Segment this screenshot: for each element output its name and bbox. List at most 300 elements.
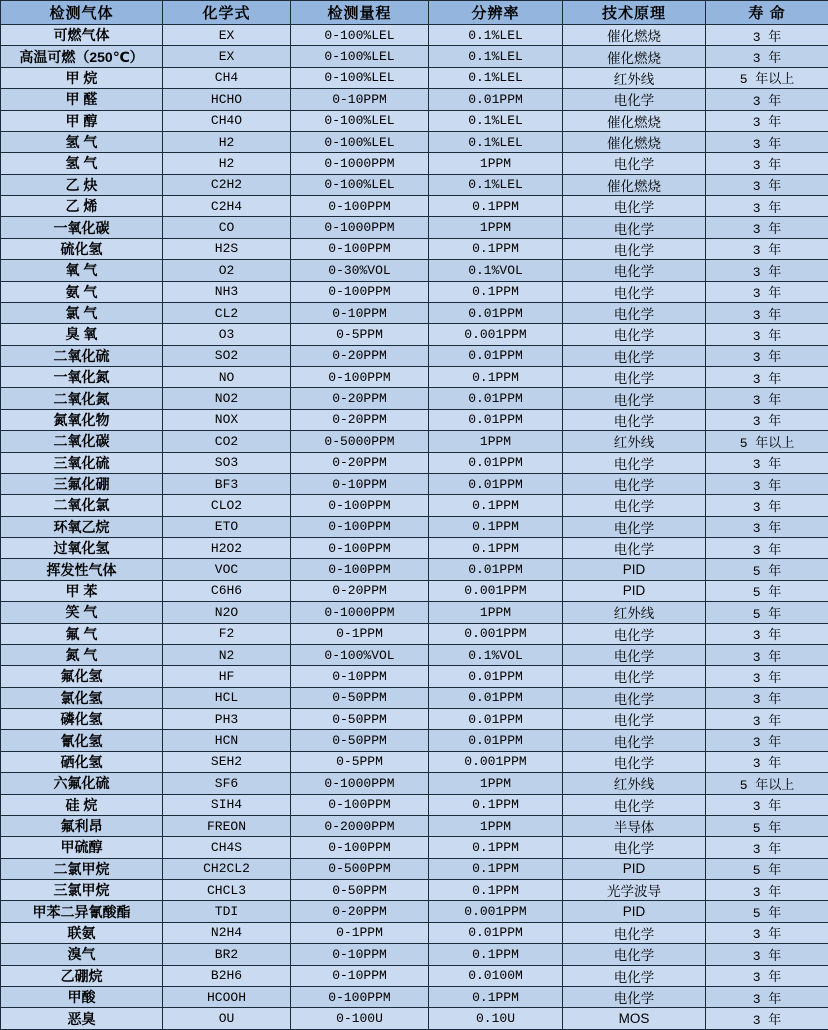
range-cell: 0-30%VOL [291, 260, 429, 281]
principle-cell: 电化学 [563, 922, 706, 943]
gas-name-cell: 可燃气体 [1, 25, 163, 46]
resolution-cell: 0.001PPM [429, 751, 563, 772]
table-row [1, 431, 828, 452]
table-row [1, 345, 828, 366]
principle-cell: 电化学 [563, 495, 706, 516]
resolution-cell: 0.1PPM [429, 858, 563, 879]
table-row [1, 131, 828, 152]
formula-cell: C2H2 [163, 174, 291, 195]
gas-name-cell: 六氟化硫 [1, 773, 163, 794]
lifespan-cell: 3 年 [706, 986, 828, 1007]
table-row [1, 302, 828, 323]
gas-name-cell: 联氨 [1, 922, 163, 943]
principle-cell: 电化学 [563, 196, 706, 217]
table-row [1, 602, 828, 623]
table-row [1, 730, 828, 751]
table-row [1, 965, 828, 986]
range-cell: 0-10PPM [291, 965, 429, 986]
table-row [1, 986, 828, 1007]
gas-name-cell: 乙硼烷 [1, 965, 163, 986]
resolution-cell: 0.01PPM [429, 687, 563, 708]
header-row [1, 1, 828, 25]
principle-cell: 电化学 [563, 302, 706, 323]
range-cell: 0-20PPM [291, 452, 429, 473]
formula-cell: CLO2 [163, 495, 291, 516]
lifespan-cell: 3 年 [706, 538, 828, 559]
table-row [1, 67, 828, 88]
gas-name-cell: 恶臭 [1, 1008, 163, 1030]
formula-cell: NO [163, 367, 291, 388]
resolution-cell: 0.01PPM [429, 730, 563, 751]
range-cell: 0-20PPM [291, 901, 429, 922]
formula-cell: HCL [163, 687, 291, 708]
resolution-cell: 0.001PPM [429, 901, 563, 922]
gas-name-cell: 氰化氢 [1, 730, 163, 751]
range-cell: 0-100PPM [291, 238, 429, 259]
lifespan-cell: 3 年 [706, 302, 828, 323]
formula-cell: O3 [163, 324, 291, 345]
principle-cell: 电化学 [563, 986, 706, 1007]
gas-name-cell: 氮氧化物 [1, 409, 163, 430]
table-row [1, 880, 828, 901]
lifespan-cell: 3 年 [706, 623, 828, 644]
lifespan-cell: 3 年 [706, 89, 828, 110]
table-row [1, 858, 828, 879]
gas-name-cell: 氟利昂 [1, 815, 163, 836]
table-row [1, 388, 828, 409]
formula-cell: CH4 [163, 67, 291, 88]
formula-cell: C6H6 [163, 580, 291, 601]
lifespan-cell: 5 年以上 [706, 431, 828, 452]
range-cell: 0-10PPM [291, 944, 429, 965]
table-row [1, 773, 828, 794]
gas-name-cell: 氢 气 [1, 153, 163, 174]
principle-cell: PID [563, 901, 706, 922]
formula-cell: CH2CL2 [163, 858, 291, 879]
resolution-cell: 0.01PPM [429, 452, 563, 473]
range-cell: 0-20PPM [291, 580, 429, 601]
resolution-cell: 0.1PPM [429, 281, 563, 302]
table-row [1, 687, 828, 708]
principle-cell: 电化学 [563, 452, 706, 473]
principle-cell: 电化学 [563, 687, 706, 708]
principle-cell: 催化燃烧 [563, 110, 706, 131]
range-cell: 0-1PPM [291, 623, 429, 644]
table-row [1, 367, 828, 388]
lifespan-cell: 5 年 [706, 858, 828, 879]
principle-cell: 电化学 [563, 666, 706, 687]
lifespan-cell: 3 年 [706, 751, 828, 772]
table-row [1, 538, 828, 559]
lifespan-cell: 3 年 [706, 388, 828, 409]
principle-cell: 电化学 [563, 388, 706, 409]
resolution-cell: 1PPM [429, 602, 563, 623]
principle-cell: 电化学 [563, 217, 706, 238]
lifespan-cell: 3 年 [706, 452, 828, 473]
range-cell: 0-10PPM [291, 473, 429, 494]
resolution-cell: 0.01PPM [429, 709, 563, 730]
table-row [1, 281, 828, 302]
formula-cell: NO2 [163, 388, 291, 409]
formula-cell: F2 [163, 623, 291, 644]
table-row [1, 516, 828, 537]
principle-cell: 红外线 [563, 602, 706, 623]
formula-cell: HCHO [163, 89, 291, 110]
resolution-cell: 0.1%LEL [429, 110, 563, 131]
lifespan-cell: 3 年 [706, 260, 828, 281]
resolution-cell: 0.1PPM [429, 196, 563, 217]
table-row [1, 794, 828, 815]
principle-cell: 电化学 [563, 709, 706, 730]
principle-cell: 催化燃烧 [563, 131, 706, 152]
resolution-cell: 0.01PPM [429, 473, 563, 494]
principle-cell: 电化学 [563, 473, 706, 494]
formula-cell: H2O2 [163, 538, 291, 559]
resolution-cell: 0.01PPM [429, 409, 563, 430]
lifespan-cell: 3 年 [706, 922, 828, 943]
principle-cell: 催化燃烧 [563, 46, 706, 67]
resolution-cell: 0.01PPM [429, 302, 563, 323]
gas-name-cell: 臭 氧 [1, 324, 163, 345]
table-row [1, 901, 828, 922]
table-row [1, 559, 828, 580]
resolution-cell: 0.001PPM [429, 580, 563, 601]
principle-cell: 红外线 [563, 773, 706, 794]
lifespan-cell: 3 年 [706, 131, 828, 152]
resolution-cell: 1PPM [429, 815, 563, 836]
header-chemical-formula: 化学式 [163, 1, 291, 25]
lifespan-cell: 3 年 [706, 110, 828, 131]
principle-cell: 电化学 [563, 324, 706, 345]
table-row [1, 1008, 828, 1030]
header-resolution: 分辨率 [429, 1, 563, 25]
range-cell: 0-50PPM [291, 709, 429, 730]
lifespan-cell: 3 年 [706, 238, 828, 259]
principle-cell: 红外线 [563, 67, 706, 88]
table-row [1, 89, 828, 110]
gas-name-cell: 三氧化硫 [1, 452, 163, 473]
table-row [1, 709, 828, 730]
principle-cell: PID [563, 858, 706, 879]
gas-name-cell: 二氯甲烷 [1, 858, 163, 879]
range-cell: 0-10PPM [291, 666, 429, 687]
table-row [1, 238, 828, 259]
range-cell: 0-50PPM [291, 880, 429, 901]
lifespan-cell: 5 年 [706, 580, 828, 601]
resolution-cell: 0.0100M [429, 965, 563, 986]
formula-cell: TDI [163, 901, 291, 922]
table-row [1, 153, 828, 174]
range-cell: 0-100PPM [291, 837, 429, 858]
formula-cell: HF [163, 666, 291, 687]
range-cell: 0-20PPM [291, 345, 429, 366]
range-cell: 0-100PPM [291, 794, 429, 815]
formula-cell: H2S [163, 238, 291, 259]
lifespan-cell: 3 年 [706, 687, 828, 708]
lifespan-cell: 3 年 [706, 709, 828, 730]
resolution-cell: 0.1PPM [429, 880, 563, 901]
table-row [1, 409, 828, 430]
range-cell: 0-100PPM [291, 986, 429, 1007]
range-cell: 0-100PPM [291, 495, 429, 516]
gas-name-cell: 氟 气 [1, 623, 163, 644]
formula-cell: NOX [163, 409, 291, 430]
formula-cell: B2H6 [163, 965, 291, 986]
resolution-cell: 0.1PPM [429, 794, 563, 815]
gas-name-cell: 乙 炔 [1, 174, 163, 195]
principle-cell: 电化学 [563, 644, 706, 665]
table-row [1, 837, 828, 858]
table-row [1, 473, 828, 494]
range-cell: 0-100%LEL [291, 131, 429, 152]
principle-cell: 电化学 [563, 345, 706, 366]
resolution-cell: 0.1%LEL [429, 67, 563, 88]
gas-name-cell: 二氧化碳 [1, 431, 163, 452]
gas-name-cell: 氨 气 [1, 281, 163, 302]
principle-cell: 电化学 [563, 730, 706, 751]
range-cell: 0-50PPM [291, 687, 429, 708]
range-cell: 0-1PPM [291, 922, 429, 943]
principle-cell: 电化学 [563, 965, 706, 986]
range-cell: 0-100%LEL [291, 174, 429, 195]
gas-name-cell: 二氧化硫 [1, 345, 163, 366]
lifespan-cell: 5 年以上 [706, 773, 828, 794]
principle-cell: 电化学 [563, 751, 706, 772]
gas-name-cell: 二氧化氯 [1, 495, 163, 516]
range-cell: 0-1000PPM [291, 602, 429, 623]
resolution-cell: 0.1PPM [429, 837, 563, 858]
gas-name-cell: 硅 烷 [1, 794, 163, 815]
gas-name-cell: 甲硫醇 [1, 837, 163, 858]
principle-cell: PID [563, 580, 706, 601]
gas-name-cell: 硒化氢 [1, 751, 163, 772]
formula-cell: SF6 [163, 773, 291, 794]
resolution-cell: 0.10U [429, 1008, 563, 1030]
formula-cell: VOC [163, 559, 291, 580]
formula-cell: N2 [163, 644, 291, 665]
formula-cell: SO2 [163, 345, 291, 366]
header-lifespan: 寿 命 [706, 1, 828, 25]
range-cell: 0-1000PPM [291, 217, 429, 238]
resolution-cell: 0.01PPM [429, 559, 563, 580]
gas-name-cell: 乙 烯 [1, 196, 163, 217]
range-cell: 0-100%LEL [291, 110, 429, 131]
principle-cell: 催化燃烧 [563, 174, 706, 195]
lifespan-cell: 3 年 [706, 46, 828, 67]
range-cell: 0-1000PPM [291, 773, 429, 794]
principle-cell: 光学波导 [563, 880, 706, 901]
resolution-cell: 0.001PPM [429, 324, 563, 345]
resolution-cell: 0.1%LEL [429, 131, 563, 152]
formula-cell: C2H4 [163, 196, 291, 217]
table-row [1, 815, 828, 836]
formula-cell: HCN [163, 730, 291, 751]
resolution-cell: 0.001PPM [429, 623, 563, 644]
gas-name-cell: 氟化氢 [1, 666, 163, 687]
principle-cell: 催化燃烧 [563, 25, 706, 46]
formula-cell: N2H4 [163, 922, 291, 943]
table-row [1, 644, 828, 665]
gas-name-cell: 三氟化硼 [1, 473, 163, 494]
lifespan-cell: 3 年 [706, 644, 828, 665]
formula-cell: CO2 [163, 431, 291, 452]
gas-name-cell: 环氧乙烷 [1, 516, 163, 537]
table-row [1, 623, 828, 644]
table-row [1, 452, 828, 473]
resolution-cell: 1PPM [429, 217, 563, 238]
formula-cell: EX [163, 25, 291, 46]
formula-cell: N2O [163, 602, 291, 623]
table-row [1, 324, 828, 345]
range-cell: 0-5PPM [291, 751, 429, 772]
formula-cell: SO3 [163, 452, 291, 473]
formula-cell: BR2 [163, 944, 291, 965]
gas-name-cell: 磷化氢 [1, 709, 163, 730]
table-row [1, 944, 828, 965]
lifespan-cell: 3 年 [706, 794, 828, 815]
resolution-cell: 0.1%VOL [429, 260, 563, 281]
range-cell: 0-100PPM [291, 367, 429, 388]
resolution-cell: 0.01PPM [429, 922, 563, 943]
resolution-cell: 1PPM [429, 431, 563, 452]
gas-name-cell: 甲 烷 [1, 67, 163, 88]
range-cell: 0-100PPM [291, 281, 429, 302]
formula-cell: CH4O [163, 110, 291, 131]
formula-cell: H2 [163, 153, 291, 174]
table-row [1, 196, 828, 217]
table-row [1, 217, 828, 238]
lifespan-cell: 3 年 [706, 880, 828, 901]
range-cell: 0-10PPM [291, 89, 429, 110]
range-cell: 0-5000PPM [291, 431, 429, 452]
resolution-cell: 1PPM [429, 773, 563, 794]
table-row [1, 174, 828, 195]
formula-cell: CO [163, 217, 291, 238]
principle-cell: 电化学 [563, 153, 706, 174]
gas-name-cell: 氯化氢 [1, 687, 163, 708]
gas-name-cell: 甲酸 [1, 986, 163, 1007]
resolution-cell: 0.01PPM [429, 388, 563, 409]
table-row [1, 110, 828, 131]
principle-cell: 电化学 [563, 794, 706, 815]
lifespan-cell: 3 年 [706, 666, 828, 687]
principle-cell: 电化学 [563, 623, 706, 644]
gas-name-cell: 笑 气 [1, 602, 163, 623]
range-cell: 0-100PPM [291, 538, 429, 559]
lifespan-cell: 3 年 [706, 345, 828, 366]
principle-cell: MOS [563, 1008, 706, 1030]
lifespan-cell: 3 年 [706, 174, 828, 195]
formula-cell: EX [163, 46, 291, 67]
table-body [1, 25, 828, 1030]
range-cell: 0-100U [291, 1008, 429, 1030]
lifespan-cell: 3 年 [706, 153, 828, 174]
gas-name-cell: 氢 气 [1, 131, 163, 152]
formula-cell: OU [163, 1008, 291, 1030]
lifespan-cell: 3 年 [706, 324, 828, 345]
lifespan-cell: 3 年 [706, 217, 828, 238]
gas-name-cell: 溴气 [1, 944, 163, 965]
lifespan-cell: 5 年 [706, 559, 828, 580]
table-row [1, 666, 828, 687]
formula-cell: ETO [163, 516, 291, 537]
gas-name-cell: 三氯甲烷 [1, 880, 163, 901]
principle-cell: 电化学 [563, 260, 706, 281]
table-row [1, 580, 828, 601]
gas-name-cell: 氧 气 [1, 260, 163, 281]
range-cell: 0-100%LEL [291, 25, 429, 46]
formula-cell: CHCL3 [163, 880, 291, 901]
lifespan-cell: 3 年 [706, 837, 828, 858]
resolution-cell: 0.1PPM [429, 516, 563, 537]
gas-name-cell: 甲苯二异氰酸酯 [1, 901, 163, 922]
lifespan-cell: 5 年 [706, 815, 828, 836]
range-cell: 0-2000PPM [291, 815, 429, 836]
formula-cell: SIH4 [163, 794, 291, 815]
resolution-cell: 0.1PPM [429, 538, 563, 559]
range-cell: 0-100%LEL [291, 46, 429, 67]
resolution-cell: 0.1%VOL [429, 644, 563, 665]
resolution-cell: 1PPM [429, 153, 563, 174]
lifespan-cell: 3 年 [706, 25, 828, 46]
range-cell: 0-1000PPM [291, 153, 429, 174]
lifespan-cell: 5 年以上 [706, 67, 828, 88]
principle-cell: 电化学 [563, 281, 706, 302]
table-row [1, 922, 828, 943]
table-row [1, 260, 828, 281]
resolution-cell: 0.01PPM [429, 666, 563, 687]
principle-cell: 电化学 [563, 538, 706, 559]
resolution-cell: 0.1%LEL [429, 46, 563, 67]
lifespan-cell: 5 年 [706, 602, 828, 623]
principle-cell: 电化学 [563, 89, 706, 110]
principle-cell: 电化学 [563, 409, 706, 430]
formula-cell: NH3 [163, 281, 291, 302]
formula-cell: FREON [163, 815, 291, 836]
gas-name-cell: 甲 醛 [1, 89, 163, 110]
resolution-cell: 0.1PPM [429, 238, 563, 259]
table-row [1, 25, 828, 46]
lifespan-cell: 3 年 [706, 196, 828, 217]
range-cell: 0-100%VOL [291, 644, 429, 665]
table-row [1, 495, 828, 516]
lifespan-cell: 5 年 [706, 901, 828, 922]
table-header [1, 1, 828, 25]
gas-name-cell: 氮 气 [1, 644, 163, 665]
lifespan-cell: 3 年 [706, 281, 828, 302]
gas-name-cell: 甲 苯 [1, 580, 163, 601]
principle-cell: 红外线 [563, 431, 706, 452]
gas-name-cell: 挥发性气体 [1, 559, 163, 580]
formula-cell: CH4S [163, 837, 291, 858]
formula-cell: HCOOH [163, 986, 291, 1007]
lifespan-cell: 3 年 [706, 495, 828, 516]
range-cell: 0-100PPM [291, 516, 429, 537]
lifespan-cell: 3 年 [706, 1008, 828, 1030]
header-technology: 技术原理 [563, 1, 706, 25]
lifespan-cell: 3 年 [706, 367, 828, 388]
lifespan-cell: 3 年 [706, 409, 828, 430]
lifespan-cell: 3 年 [706, 965, 828, 986]
formula-cell: SEH2 [163, 751, 291, 772]
gas-name-cell: 硫化氢 [1, 238, 163, 259]
table-row [1, 46, 828, 67]
range-cell: 0-20PPM [291, 409, 429, 430]
gas-name-cell: 高温可燃（250℃） [1, 46, 163, 67]
formula-cell: PH3 [163, 709, 291, 730]
table-row [1, 751, 828, 772]
gas-name-cell: 一氧化碳 [1, 217, 163, 238]
